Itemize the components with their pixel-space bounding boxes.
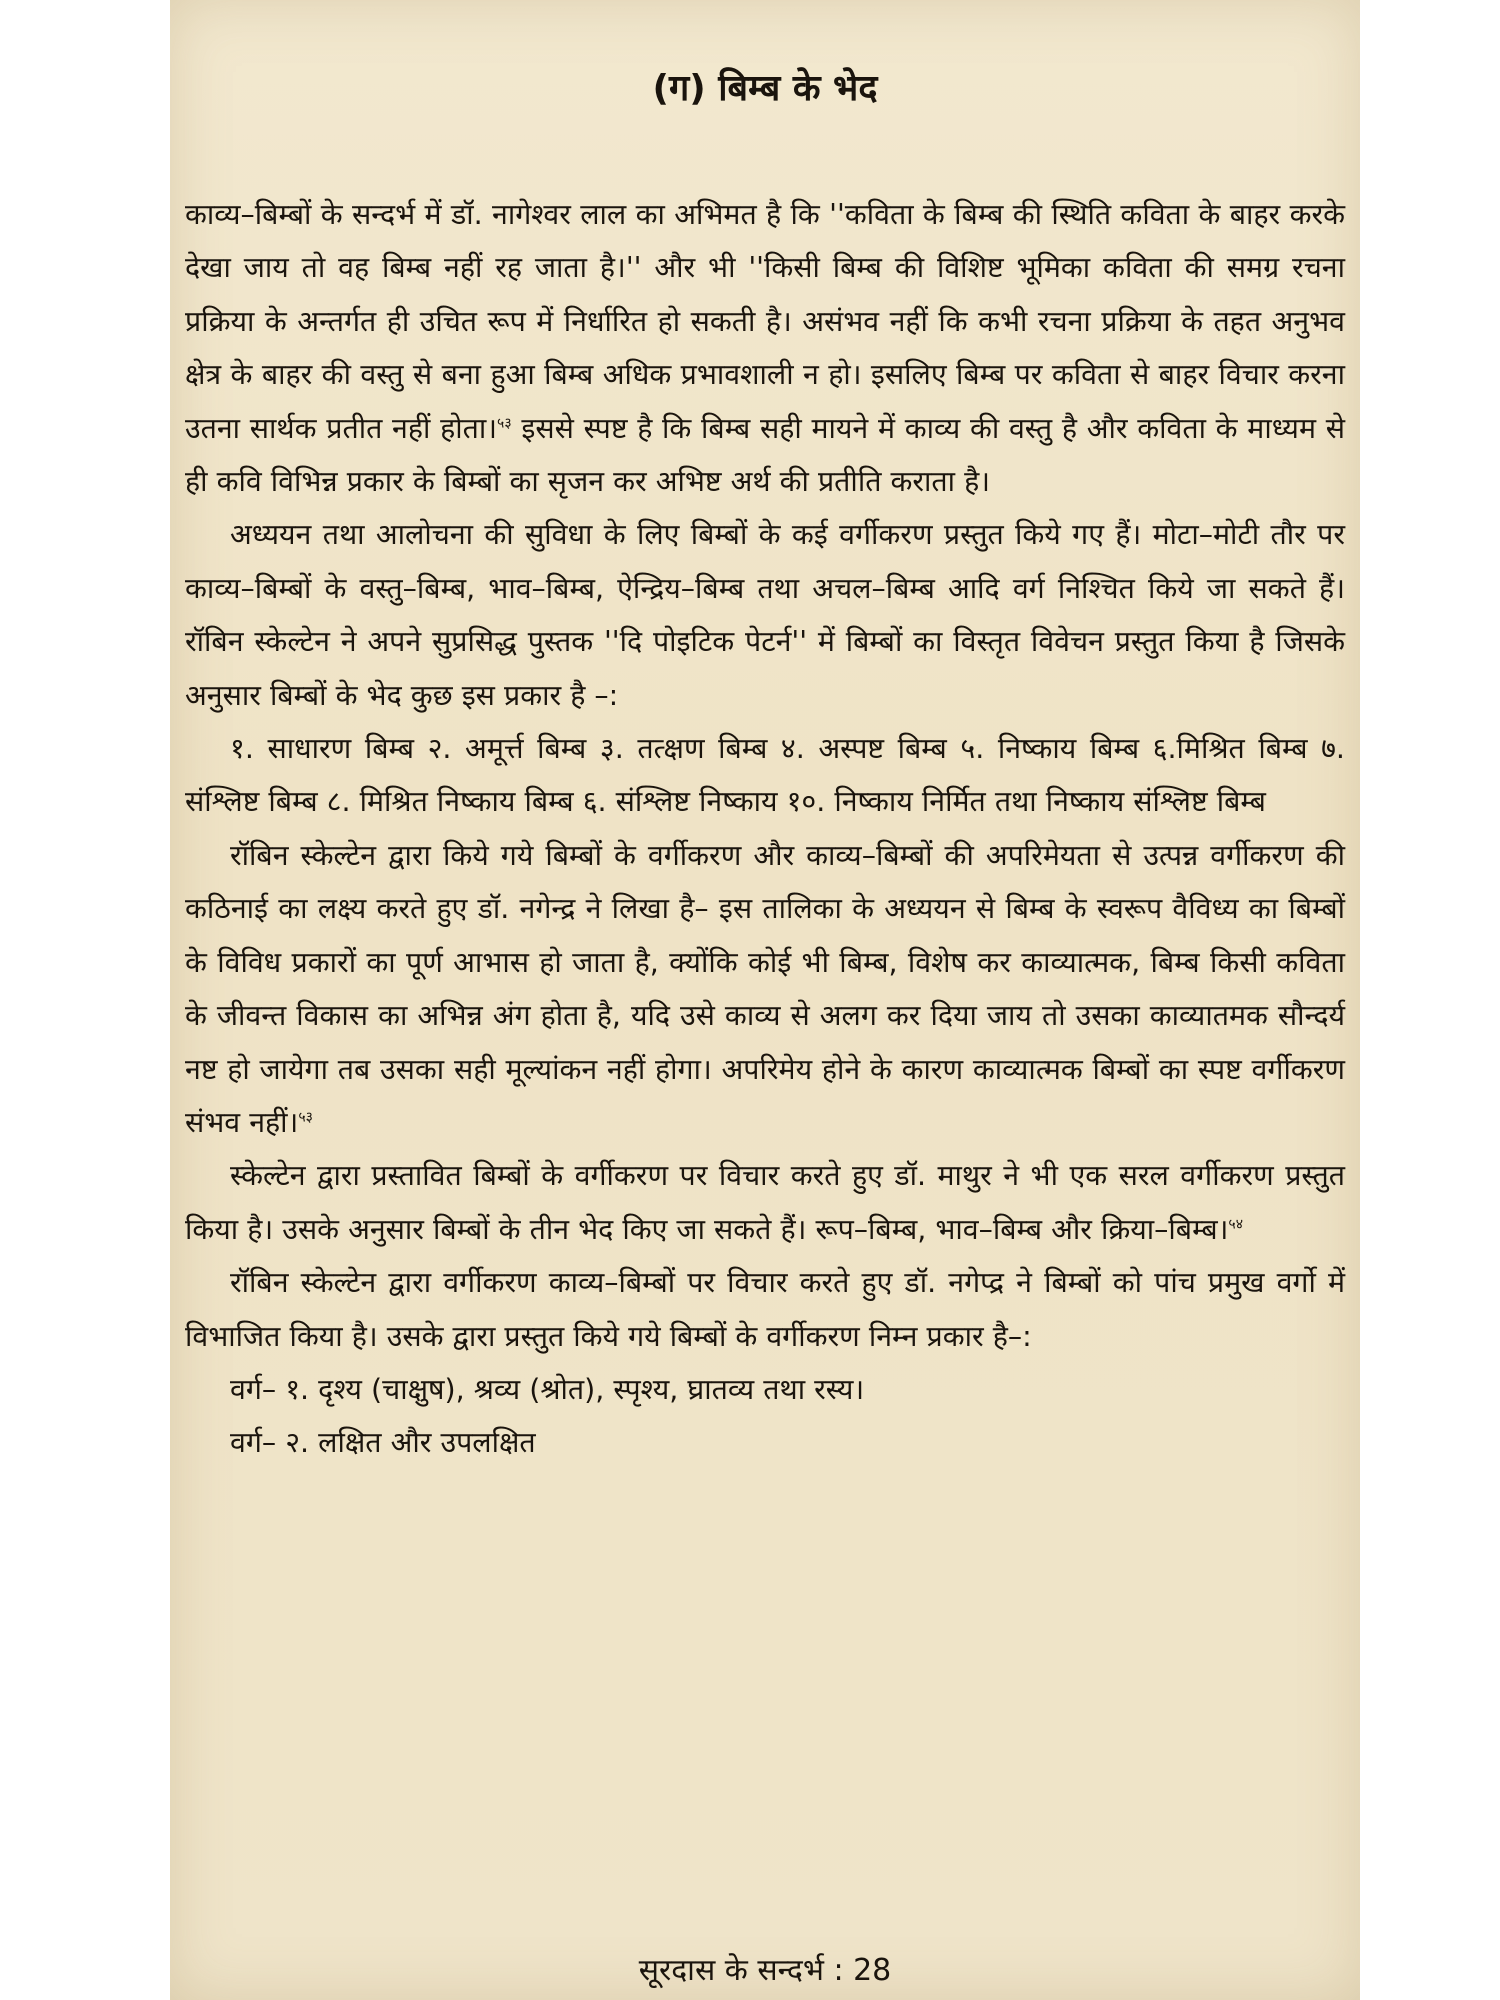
- book-page: [170, 0, 1360, 2000]
- body-text: [185, 188, 1345, 1470]
- footnote-ref: ५३: [298, 1109, 313, 1126]
- paragraph-1: [185, 188, 1345, 508]
- paragraph-1-continuation: इससे स्पष्ट है कि बिम्ब सही मायने में काव्य की वस्तु है और कविता के माध्यम से ही कवि विभिन्न प्रकार के बिम्बों का सृजन कर अभिष्ट अर्थ की प्रतीति कराता है।: [185, 411, 1345, 499]
- paragraph-4-text: रॉबिन स्केल्टेन द्वारा किये गये बिम्बों के वर्गीकरण और काव्य–बिम्बों की अपरिमेयता से उत्पन्न वर्गीकरण की कठिनाई का लक्ष्य करते हुए डॉ. नगेन्द्र ने लिखा है– इस तालिका के अध्ययन से बिम्ब के स्वरूप वैविध्य का बिम्बों के विविध प्रकारों का पूर्ण आभास हो जाता है, क्योंकि कोई भी बिम्ब, विशेष कर काव्यात्मक, बिम्ब किसी कविता के जीवन्त विकास का अभिन्न अंग होता है, यदि उसे काव्य से अलग कर दिया जाय तो उसका काव्यातमक सौन्दर्य नष्ट हो जायेगा तब उसका सही मूल्यांकन नहीं होगा। अपरिमेय होने के कारण काव्यात्मक बिम्बों का स्पष्ट वर्गीकरण संभव नहीं।: [185, 838, 1345, 1139]
- footnote-ref: ५३: [497, 415, 512, 432]
- paragraph-5-text: स्केल्टेन द्वारा प्रस्तावित बिम्बों के वर्गीकरण पर विचार करते हुए डॉ. माथुर ने भी एक सरल वर्गीकरण प्रस्तुत किया है। उसके अनुसार बिम्बों के तीन भेद किए जा सकते हैं। रूप–बिम्ब, भाव–बिम्ब और क्रिया–बिम्ब।: [185, 1159, 1345, 1246]
- paragraph-5: [185, 1149, 1345, 1256]
- section-heading: (ग) बिम्ब के भेद: [652, 68, 878, 109]
- paragraph-1-text: काव्य–बिम्बों के सन्दर्भ में डॉ. नागेश्वर लाल का अभिमत है कि ''कविता के बिम्ब की स्थिति कविता के बाहर करके देखा जाय तो वह बिम्ब नहीं रह जाता है।'' और भी ''किसी बिम्ब की विशिष्ट भूमिका कविता की समग्र रचना प्रक्रिया के अन्तर्गत ही उचित रूप में निर्धारित हो सकती है। असंभव नहीं कि कभी रचना प्रक्रिया के तहत अनुभव क्षेत्र के बाहर की वस्तु से बना हुआ बिम्ब अधिक प्रभावशाली न हो। इसलिए बिम्ब पर कविता से बाहर विचार करना उतना सार्थक प्रतीत नहीं होता।: [185, 198, 1345, 445]
- paragraph-6: रॉबिन स्केल्टेन द्वारा वर्गीकरण काव्य–बिम्बों पर विचार करते हुए डॉ. नगेप्द्र ने बिम्बों को पांच प्रमुख वर्गो में विभाजित किया है। उसके द्वारा प्रस्तुत किये गये बिम्बों के वर्गीकरण निम्न प्रकार है–:: [185, 1266, 1345, 1353]
- paragraph-2: अध्ययन तथा आलोचना की सुविधा के लिए बिम्बों के कई वर्गीकरण प्रस्तुत किये गए हैं। मोटा–मोटी तौर पर काव्य–बिम्बों के वस्तु–बिम्ब, भाव–बिम्ब, ऐन्द्रिय–बिम्ब तथा अचल–बिम्ब आदि वर्ग निश्चित किये जा सकते हैं। रॉबिन स्केल्टेन ने अपने सुप्रसिद्ध पुस्तक ''दि पोइटिक पेटर्न'' में बिम्बों का विस्तृत विवेचन प्रस्तुत किया है जिसके अनुसार बिम्बों के भेद कुछ इस प्रकार है –:: [185, 518, 1345, 712]
- category-item-1: वर्ग– १. दृश्य (चाक्षुष), श्रव्य (श्रोत), स्पृश्य, घ्रातव्य तथा रस्य।: [230, 1372, 865, 1406]
- image-type-list: १. साधारण बिम्ब २. अमूर्त्त बिम्ब ३. तत्क्षण बिम्ब ४. अस्पष्ट बिम्ब ५. निष्काय बिम्ब ६.मिश्रित बिम्ब ७. संश्लिष्ट बिम्ब ८. मिश्रित निष्काय बिम्ब ६. संश्लिष्ट निष्काय १०. निष्काय निर्मित तथा निष्काय संश्लिष्ट बिम्ब: [185, 732, 1345, 819]
- category-item-2: वर्ग– २. लक्षित और उपलक्षित: [230, 1426, 536, 1460]
- page-footer: सूरदास के सन्दर्भ : 28: [638, 1953, 892, 1988]
- footnote-ref: ५४: [1228, 1216, 1243, 1233]
- paragraph-4: [185, 829, 1345, 1149]
